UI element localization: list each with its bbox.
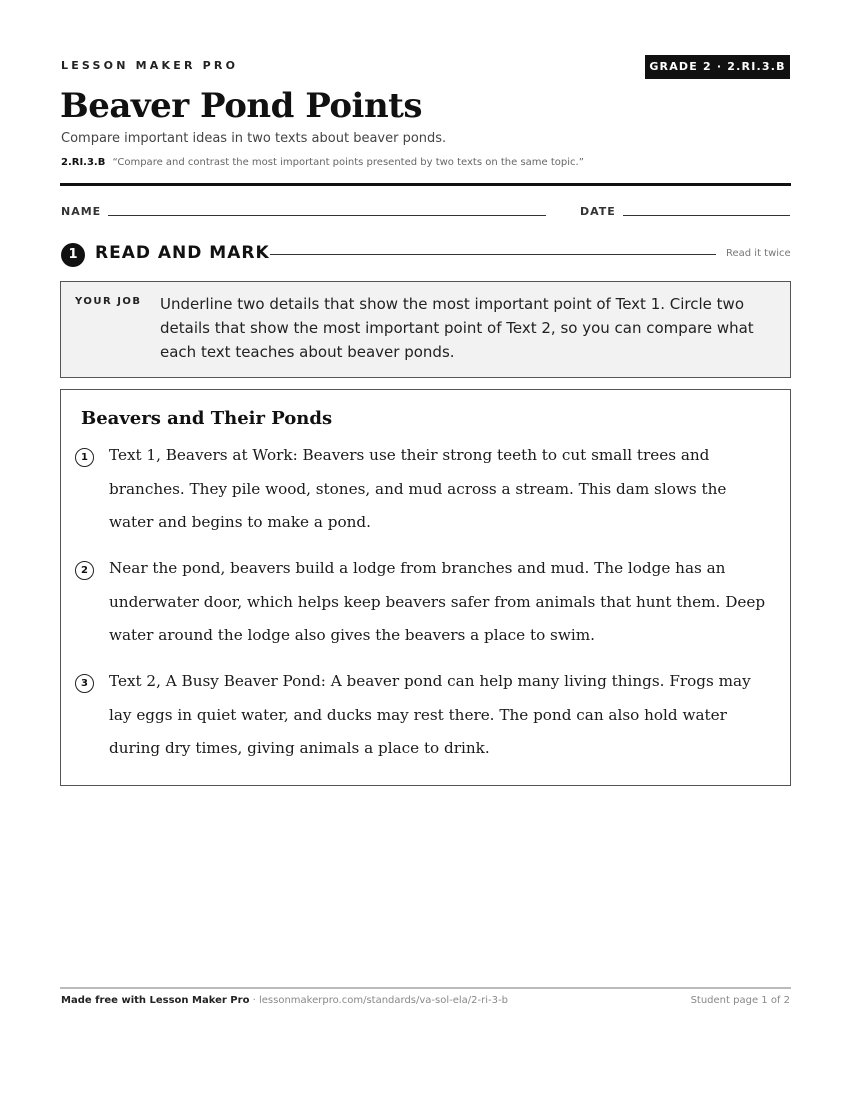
paragraph-number-badge: 2 (75, 561, 94, 580)
grade-badge: GRADE 2 · 2.RI.3.B (645, 55, 790, 79)
paragraph-text: Text 2, A Busy Beaver Pond: A beaver pond can help many living things. Frogs may lay eggs in quiet water, and ducks may rest there. The pond can also hold water during dry times, giving animals a place to drink. (109, 672, 751, 757)
page-title: Beaver Pond Points (60, 86, 423, 126)
standard-line (61, 157, 584, 168)
paragraph-number-badge: 3 (75, 674, 94, 693)
section-title: READ AND MARK (95, 243, 270, 263)
section-number-badge: 1 (61, 243, 85, 267)
job-instructions: Underline two details that show the most important point of Text 1. Circle two details that show the most important point of Text 2, so you can compare what each text teaches about beaver ponds. (160, 295, 754, 361)
section-note: Read it twice (726, 248, 791, 259)
paragraph-text: Text 1, Beavers at Work: Beavers use their strong teeth to cut small trees and branches. They pile wood, stones, and mud across a stream. This dam slows the water and begins to make a pond. (109, 446, 727, 531)
paragraph-number-badge: 1 (75, 448, 94, 467)
footer-made-with: Made free with Lesson Maker Pro (61, 995, 250, 1006)
date-field[interactable] (623, 215, 790, 216)
footer-separator: · (249, 995, 259, 1006)
footer-page-number: Student page 1 of 2 (690, 995, 790, 1006)
footer-url[interactable]: lessonmakerpro.com/standards/va-sol-ela/2-ri-3-b (258, 995, 508, 1006)
footer-credit (61, 995, 508, 1006)
job-box (60, 281, 791, 378)
job-label: YOUR JOB (75, 296, 142, 307)
standard-text: “Compare and contrast the most important points presented by two texts on the same topic.” (112, 157, 584, 168)
section-rule (270, 254, 716, 255)
date-label: DATE (580, 205, 616, 218)
paragraph-text: Near the pond, beavers build a lodge from branches and mud. The lodge has an underwater door, which helps keep beavers safer from animals that hunt them. Deep water around the lodge also gives the beavers a place to swim. (109, 559, 766, 644)
name-field[interactable] (108, 215, 546, 216)
brand-name: LESSON MAKER PRO (61, 59, 239, 72)
name-label: NAME (61, 205, 102, 218)
passage-title: Beavers and Their Ponds (81, 408, 333, 429)
standard-code: 2.RI.3.B (61, 157, 106, 168)
header-divider (60, 183, 791, 186)
reading-passage (60, 389, 791, 786)
footer-divider (60, 987, 791, 989)
page-subtitle: Compare important ideas in two texts about beaver ponds. (61, 131, 447, 146)
